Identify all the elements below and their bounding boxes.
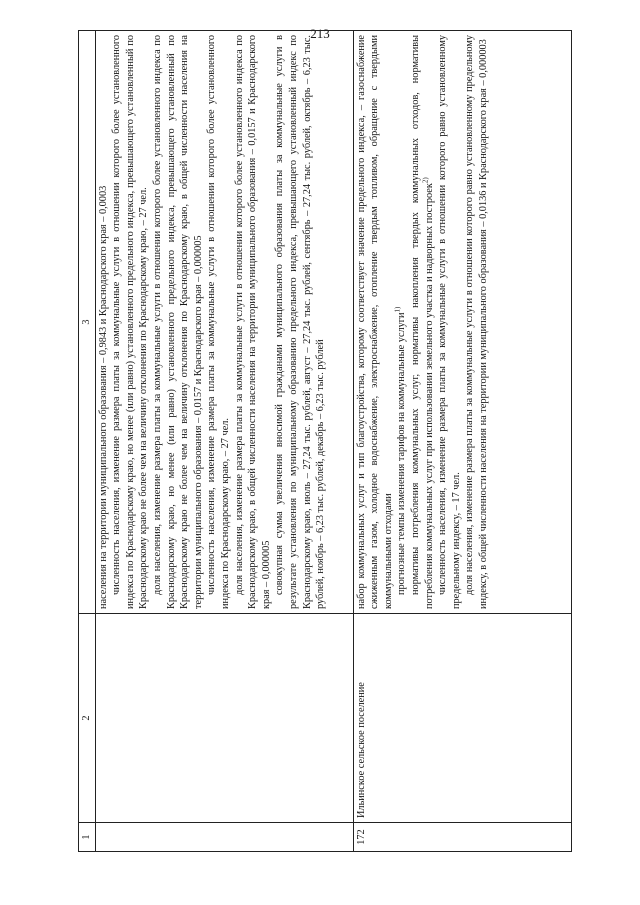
paragraph: численность населения, изменение размера платы за коммунальные услуги в отношении которого более установленного индекса по Краснодарскому краю, – 27 чел. bbox=[206, 35, 231, 609]
paragraph: прогнозные темпы изменения тарифов на коммунальные услуги$^{1)}$ bbox=[393, 306, 408, 595]
paragraph: численность населения, изменение размера платы за коммунальные услуги в отношении которого равно установленному предельному индексу, – 17 чел. bbox=[437, 35, 462, 609]
table-row-continued bbox=[95, 31, 353, 852]
footnote-mark: 1) bbox=[393, 306, 402, 313]
row-number-cell: 172 bbox=[353, 823, 571, 852]
header-col-2: 2 bbox=[79, 614, 96, 823]
municipal-index-table bbox=[78, 30, 572, 852]
paragraph: доля населения, изменение размера платы за коммунальные услуги в отношении которого более установленного индекса по Краснодарскому краю, в общей численности населения на территории муниципального образования – 0,0157 и Краснодарского края – 0,000005 bbox=[233, 35, 272, 609]
paragraph: набор коммунальных услуг и тип благоустройства, которому соответствует значение предельного индекса, – газоснабжение сжиженным газом, холодное водоснабжение, электроснабжение, отопление твердым топливом, обращение с твердыми коммунальными отходами bbox=[355, 35, 394, 609]
row-details-cell bbox=[95, 31, 353, 614]
paragraph: совокупная сумма увеличения вносимой гражданами муниципального образования платы за коммунальные услуги в результате установления по муниципальному образованию предельного индекса, превышающего установленный индекс по Краснодарскому краю, июль – 27,24 тыс. рублей, август – 27,24 тыс. рублей, сентябрь – 27,24 тыс. рублей, октябрь – 6,23 тыс. рублей, ноябрь – 6,23 тыс. рублей, декабрь – 6,23 тыс. рублей bbox=[274, 35, 327, 609]
row-name-cell: Ильинское сельское поселение bbox=[353, 614, 571, 823]
paragraph: доля населения, изменение размера платы за коммунальные услуги в отношении которого более установленного индекса по Краснодарскому краю, но менее (или равно) установленного предельного индекса, превышающего установленный по Краснодарскому краю не более чем на величину отклонения по Краснодарскому краю, в общей численности населения на территории муниципального образования – 0,0157 и Краснодарского края – 0,000005 bbox=[151, 35, 204, 609]
header-col-1: 1 bbox=[79, 823, 96, 852]
rotated-table-container bbox=[78, 35, 572, 852]
footnote-mark: 2) bbox=[421, 177, 430, 184]
row-details-cell bbox=[353, 31, 571, 614]
paragraph: нормативы потребления коммунальных услуг, нормативы накопления твердых коммунальных отходов, нормативы потребления коммунальных услуг при использовании земельного участка и надворных построек$^{2)}$ bbox=[409, 35, 435, 609]
page-number: 213 bbox=[310, 26, 330, 41]
header-col-3: 3 bbox=[79, 31, 96, 614]
paragraph: численность населения, изменение размера платы за коммунальные услуги в отношении которого более установленного индекса по Краснодарскому краю, но менее (или равно) установленного предельного индекса, превышающего установленный по Краснодарскому краю не более чем на величину отклонения по Краснодарскому краю, – 27 чел. bbox=[111, 35, 150, 609]
table-row-172 bbox=[353, 31, 571, 852]
paragraph: населения на территории муниципального образования – 0,9843 и Краснодарского края – 0,0003 bbox=[97, 185, 109, 609]
table-header-row bbox=[79, 31, 96, 852]
row-number-cell bbox=[95, 823, 353, 852]
paragraph: доля населения, изменение размера платы за коммунальные услуги в отношении которого равно установленному предельному индексу, в общей численности населения на территории муниципального образования – 0,0136 и Краснодарского края – 0,000003 bbox=[464, 35, 489, 609]
row-name-cell bbox=[95, 614, 353, 823]
